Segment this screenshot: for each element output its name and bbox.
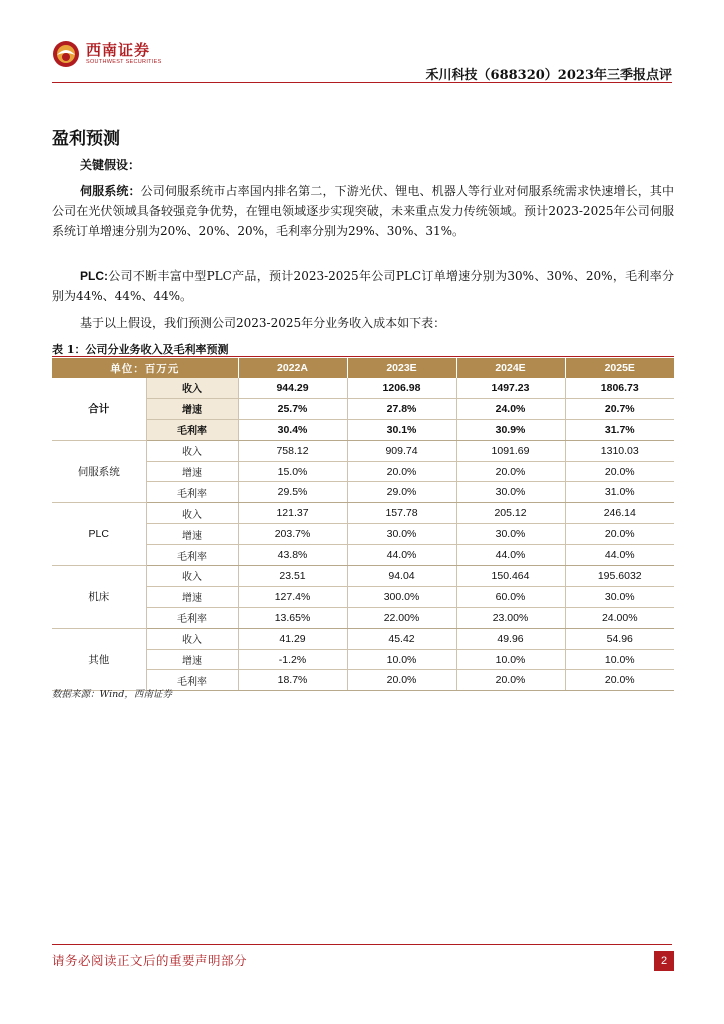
table-cell: 30.4% [238, 419, 347, 440]
table-cell: 30.0% [565, 586, 674, 607]
metric-label: 收入 [146, 503, 238, 524]
table-cell: 24.00% [565, 607, 674, 628]
table-row [52, 398, 674, 419]
table-cell: 195.6032 [565, 566, 674, 587]
table-cell: 20.7% [565, 398, 674, 419]
table-row [52, 649, 674, 670]
table-row [52, 607, 674, 628]
metric-label: 增速 [146, 398, 238, 419]
forecast-table [52, 358, 674, 691]
table-cell: 43.8% [238, 545, 347, 566]
paragraph-plc-text: 公司不断丰富中型PLC产品，预计2023-2025年公司PLC订单增速分别为30%、30%、20%，毛利率分别为44%、44%、44%。 [52, 269, 674, 303]
table-cell: 30.9% [456, 419, 565, 440]
table-cell: 300.0% [347, 586, 456, 607]
table-cell: 1497.23 [456, 378, 565, 398]
metric-label: 增速 [146, 461, 238, 482]
group-name: 其他 [52, 628, 146, 691]
key-assumptions-label: 关键假设： [80, 158, 141, 172]
unit-label: 单位：百万元 [52, 358, 238, 378]
table-cell: 1206.98 [347, 378, 456, 398]
table-cell: 121.37 [238, 503, 347, 524]
year-header: 2025E [565, 358, 674, 378]
table-cell: 909.74 [347, 440, 456, 461]
table-cell: 20.0% [456, 670, 565, 691]
table-cell: 127.4% [238, 586, 347, 607]
page-number: 2 [654, 951, 674, 971]
table-cell: 246.14 [565, 503, 674, 524]
metric-label: 增速 [146, 524, 238, 545]
table-cell: 45.42 [347, 628, 456, 649]
paragraph-plc [52, 266, 674, 306]
table-cell: 41.29 [238, 628, 347, 649]
table-cell: 10.0% [347, 649, 456, 670]
year-header: 2024E [456, 358, 565, 378]
table-cell: 18.7% [238, 670, 347, 691]
metric-label: 毛利率 [146, 670, 238, 691]
table-cell: 944.29 [238, 378, 347, 398]
group-name: 合计 [52, 378, 146, 440]
year-header: 2023E [347, 358, 456, 378]
table-cell: 49.96 [456, 628, 565, 649]
table-cell: 44.0% [456, 545, 565, 566]
table-cell: 20.0% [347, 670, 456, 691]
table-cell: 30.0% [347, 524, 456, 545]
table-cell: 20.0% [347, 461, 456, 482]
table-cell: 20.0% [565, 461, 674, 482]
table-cell: 30.0% [456, 482, 565, 503]
logo-emblem-icon [52, 40, 80, 68]
logo-english-text: SOUTHWEST SECURITIES [86, 58, 162, 65]
table-cell: 150.464 [456, 566, 565, 587]
report-title: 禾川科技（688320）2023年三季报点评 [425, 68, 672, 83]
paragraph-plc-label: PLC: [80, 269, 108, 283]
table-cell: 23.00% [456, 607, 565, 628]
table-cell: 203.7% [238, 524, 347, 545]
footer-divider [52, 944, 672, 945]
metric-label: 收入 [146, 566, 238, 587]
table-row [52, 419, 674, 440]
table-cell: 23.51 [238, 566, 347, 587]
table-cell: 31.7% [565, 419, 674, 440]
group-name: PLC [52, 503, 146, 566]
table-cell: 15.0% [238, 461, 347, 482]
metric-label: 收入 [146, 628, 238, 649]
table-row [52, 586, 674, 607]
table-cell: -1.2% [238, 649, 347, 670]
metric-label: 增速 [146, 649, 238, 670]
table-cell: 44.0% [347, 545, 456, 566]
table-header-row [52, 358, 674, 378]
header-divider [52, 82, 672, 83]
table-cell: 29.5% [238, 482, 347, 503]
table-row [52, 482, 674, 503]
table-cell: 27.8% [347, 398, 456, 419]
paragraph-forecast: 基于以上假设，我们预测公司2023-2025年分业务收入成本如下表： [80, 316, 446, 330]
table-cell: 31.0% [565, 482, 674, 503]
table-cell: 205.12 [456, 503, 565, 524]
metric-label: 增速 [146, 586, 238, 607]
section-title: 盈利预测 [52, 129, 120, 149]
table-cell: 44.0% [565, 545, 674, 566]
table-row [52, 440, 674, 461]
table-cell: 94.04 [347, 566, 456, 587]
table-top-rule [52, 356, 674, 357]
table-cell: 20.0% [565, 670, 674, 691]
table-row [52, 524, 674, 545]
paragraph-servo-text: 公司伺服系统市占率国内排名第二，下游光伏、锂电、机器人等行业对伺服系统需求快速增长，其中公司在光伏领域具备较强竞争优势，在锂电领域逐步实现突破，未来重点发力传统领域。预计2023-2025年公司伺服系统订单增速分别为20%、20%、20%，毛利率分别为29%、30%、31%。 [52, 184, 674, 238]
company-logo [52, 40, 162, 68]
data-source-note: 数据来源：Wind，西南证券 [52, 689, 172, 700]
metric-label: 毛利率 [146, 545, 238, 566]
paragraph-servo [52, 181, 674, 241]
group-name: 机床 [52, 566, 146, 629]
table-cell: 1091.69 [456, 440, 565, 461]
metric-label: 收入 [146, 440, 238, 461]
table-cell: 13.65% [238, 607, 347, 628]
paragraph-servo-label: 伺服系统： [80, 184, 141, 198]
table-cell: 25.7% [238, 398, 347, 419]
table-cell: 30.1% [347, 419, 456, 440]
table-caption: 表 1：公司分业务收入及毛利率预测 [52, 343, 229, 356]
table-row [52, 566, 674, 587]
table-cell: 29.0% [347, 482, 456, 503]
table-cell: 10.0% [456, 649, 565, 670]
table-cell: 60.0% [456, 586, 565, 607]
table-cell: 10.0% [565, 649, 674, 670]
metric-label: 毛利率 [146, 419, 238, 440]
table-cell: 1806.73 [565, 378, 674, 398]
table-cell: 22.00% [347, 607, 456, 628]
table-cell: 20.0% [565, 524, 674, 545]
logo-chinese-text: 西南证券 [86, 40, 151, 59]
table-cell: 1310.03 [565, 440, 674, 461]
table-row [52, 461, 674, 482]
table-row [52, 628, 674, 649]
table-cell: 24.0% [456, 398, 565, 419]
metric-label: 毛利率 [146, 607, 238, 628]
group-name: 伺服系统 [52, 440, 146, 503]
table-cell: 758.12 [238, 440, 347, 461]
table-cell: 157.78 [347, 503, 456, 524]
table-row [52, 378, 674, 398]
footer-disclaimer: 请务必阅读正文后的重要声明部分 [52, 953, 248, 968]
table-cell: 30.0% [456, 524, 565, 545]
metric-label: 收入 [146, 378, 238, 398]
table-row [52, 545, 674, 566]
table-cell: 20.0% [456, 461, 565, 482]
table-row [52, 503, 674, 524]
year-header: 2022A [238, 358, 347, 378]
table-cell: 54.96 [565, 628, 674, 649]
metric-label: 毛利率 [146, 482, 238, 503]
